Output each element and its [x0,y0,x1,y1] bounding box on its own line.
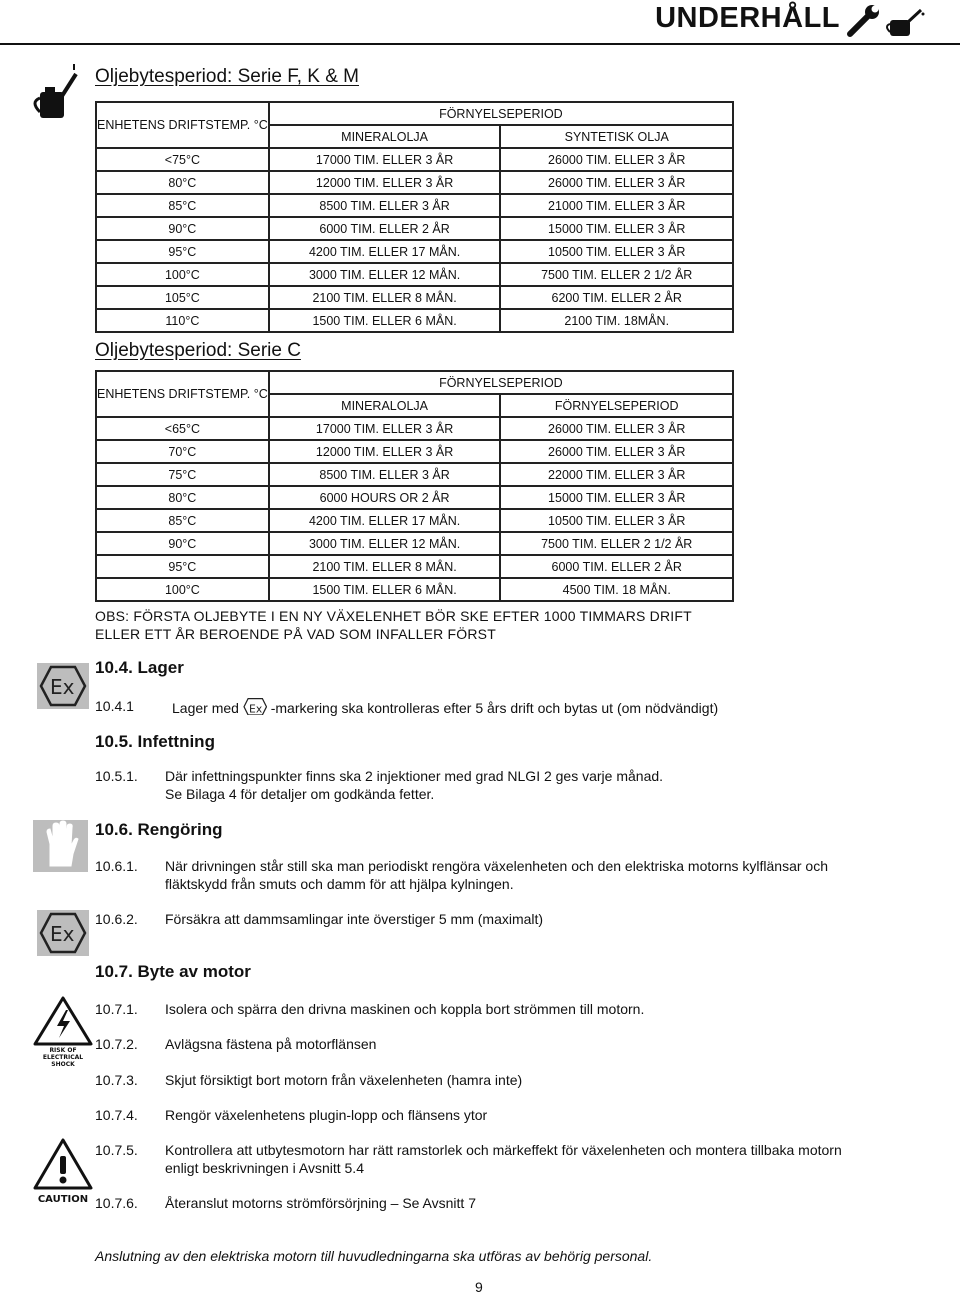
synthetic-cell: 15000 TIM. ELLER 3 ÅR [500,486,733,509]
item-number: 10.7.2. [95,1036,138,1052]
page-header-title: UNDERHÅLL [655,2,840,34]
temp-cell: 85°C [96,509,269,532]
synthetic-cell: 26000 TIM. ELLER 3 ÅR [500,417,733,440]
temp-cell: 105°C [96,286,269,309]
motor-text-5: Kontrollera att utbytesmotorn har rätt ramstorlek och märkeffekt för växelenheten och montera tillbaka motorn enligt beskrivningen i Avsnitt 5.4 [165,1142,842,1176]
caution-warning-icon [33,1134,93,1206]
mineral-cell: 1500 TIM. ELLER 6 MÅN. [269,578,501,601]
synthetic-cell: 15000 TIM. ELLER 3 ÅR [500,217,733,240]
mineral-cell: 2100 TIM. ELLER 8 MÅN. [269,286,501,309]
table-row [96,417,733,440]
temp-cell: 95°C [96,555,269,578]
item-number: 10.6.1. [95,858,138,874]
svg-text:Ex: Ex [248,702,263,715]
heading-byte-av-motor: 10.7. Byte av motor [95,962,251,981]
heading-infettning: 10.5. Infettning [95,732,215,751]
temp-cell: <75°C [96,148,269,171]
synthetic-cell: 6000 TIM. ELLER 2 ÅR [500,555,733,578]
atex-ex-icon [37,910,89,956]
table-row [96,286,733,309]
page-number: 9 [475,1279,483,1295]
infettning-text: Där infettningspunkter finns ska 2 injektioner med grad NLGI 2 ges varje månad. Se Bilaga 4 för detaljer om godkända fetter. [165,768,664,802]
motor-text-4: Rengör växelenhetens plugin-lopp och flänsens ytor [165,1107,488,1123]
table-header-period: FÖRNYELSEPERIOD [269,102,733,125]
mineral-cell: 17000 TIM. ELLER 3 ÅR [269,148,501,171]
temp-cell: 90°C [96,217,269,240]
table-row [96,578,733,601]
table-row [96,486,733,509]
mineral-cell: 6000 TIM. ELLER 2 ÅR [269,217,501,240]
table-row [96,171,733,194]
shock-label-1: RISK OF [49,1047,77,1054]
synthetic-cell: 26000 TIM. ELLER 3 ÅR [500,440,733,463]
synthetic-cell: 7500 TIM. ELLER 2 1/2 ÅR [500,263,733,286]
temp-cell: 95°C [96,240,269,263]
shock-label-3: SHOCK [51,1061,75,1068]
mineral-cell: 4200 TIM. ELLER 17 MÅN. [269,240,501,263]
table-row [96,532,733,555]
wrench-and-oilcan-icon [842,2,926,40]
table-row [96,440,733,463]
table-header-temp: ENHETENS DRIFTSTEMP. °C [96,371,269,417]
table-header-synthetic: SYNTETISK OLJA [500,125,733,148]
oil-change-table-c [95,370,734,602]
mineral-cell: 8500 TIM. ELLER 3 ÅR [269,194,501,217]
obs-line-1: OBS: FÖRSTA OLJEBYTE I EN NY VÄXELENHET BÖR SKE EFTER 1000 TIMMARS DRIFT [95,608,692,624]
mineral-cell: 12000 TIM. ELLER 3 ÅR [269,171,501,194]
synthetic-cell: 26000 TIM. ELLER 3 ÅR [500,171,733,194]
synthetic-cell: 21000 TIM. ELLER 3 ÅR [500,194,733,217]
rengoring-text-2: Försäkra att dammsamlingar inte överstiger 5 mm (maximalt) [165,911,544,927]
oil-change-table-fkm [95,101,734,333]
table-row [96,240,733,263]
synthetic-cell: 10500 TIM. ELLER 3 ÅR [500,509,733,532]
table-row [96,194,733,217]
footer-note: Anslutning av den elektriska motorn till huvudledningarna ska utföras av behörig personal. [95,1248,653,1264]
shock-label-2: ELECTRICAL [42,1054,84,1061]
item-number: 10.4.1 [95,698,134,714]
atex-ex-icon [37,663,89,709]
motor-text-1: Isolera och spärra den drivna maskinen och koppla bort strömmen till motorn. [165,1001,645,1017]
motor-text-6: Återanslut motorns strömförsörjning – Se Avsnitt 7 [165,1195,476,1211]
obs-note [95,607,692,643]
motor-text-3: Skjut försiktigt bort motorn från växelenheten (hamra inte) [165,1072,523,1088]
mineral-cell: 1500 TIM. ELLER 6 MÅN. [269,309,501,332]
svg-text:Ex: Ex [50,922,75,946]
synthetic-cell: 26000 TIM. ELLER 3 ÅR [500,148,733,171]
protective-glove-icon [33,820,88,872]
temp-cell: 110°C [96,309,269,332]
atex-ex-inline-icon [243,697,267,715]
oil-can-icon [30,62,78,122]
temp-cell: 75°C [96,463,269,486]
synthetic-cell: 6200 TIM. ELLER 2 ÅR [500,286,733,309]
lager-text: Lager med Ex -markering ska kontrolleras efter 5 års drift och bytas ut (om nödvändigt) [172,697,718,717]
section-title-serie-c: Oljebytesperiod: Serie C [95,340,301,361]
temp-cell: 85°C [96,194,269,217]
synthetic-cell: 22000 TIM. ELLER 3 ÅR [500,463,733,486]
item-number: 10.5.1. [95,768,138,784]
heading-rengoring: 10.6. Rengöring [95,820,223,839]
temp-cell: <65°C [96,417,269,440]
temp-cell: 100°C [96,263,269,286]
table-header-period-2: FÖRNYELSEPERIOD [500,394,733,417]
table-row [96,263,733,286]
mineral-cell: 2100 TIM. ELLER 8 MÅN. [269,555,501,578]
table-row [96,217,733,240]
mineral-cell: 4200 TIM. ELLER 17 MÅN. [269,509,501,532]
table-row [96,555,733,578]
mineral-cell: 6000 HOURS OR 2 ÅR [269,486,501,509]
section-title-serie-fkm: Oljebytesperiod: Serie F, K & M [95,66,359,87]
synthetic-cell: 2100 TIM. 18MÅN. [500,309,733,332]
mineral-cell: 3000 TIM. ELLER 12 MÅN. [269,532,501,555]
motor-text-2: Avlägsna fästena på motorflänsen [165,1036,377,1052]
temp-cell: 80°C [96,171,269,194]
table-row [96,309,733,332]
temp-cell: 90°C [96,532,269,555]
table-header-mineral: MINERALOLJA [269,394,501,417]
obs-line-2: ELLER ETT ÅR BEROENDE PÅ VAD SOM INFALLER FÖRST [95,626,496,642]
header-rule [0,43,960,45]
temp-cell: 70°C [96,440,269,463]
temp-cell: 80°C [96,486,269,509]
synthetic-cell: 10500 TIM. ELLER 3 ÅR [500,240,733,263]
mineral-cell: 8500 TIM. ELLER 3 ÅR [269,463,501,486]
table-header-temp: ENHETENS DRIFTSTEMP. °C [96,102,269,148]
electrical-shock-warning-icon [33,996,93,1068]
item-number: 10.6.2. [95,911,138,927]
synthetic-cell: 7500 TIM. ELLER 2 1/2 ÅR [500,532,733,555]
temp-cell: 100°C [96,578,269,601]
item-number: 10.7.6. [95,1195,138,1211]
svg-text:Ex: Ex [50,675,75,699]
item-number: 10.7.5. [95,1142,138,1158]
item-number: 10.7.1. [95,1001,138,1017]
table-row [96,148,733,171]
caution-label: CAUTION [37,1194,89,1205]
mineral-cell: 3000 TIM. ELLER 12 MÅN. [269,263,501,286]
table-row [96,463,733,486]
table-header-period: FÖRNYELSEPERIOD [269,371,733,394]
mineral-cell: 12000 TIM. ELLER 3 ÅR [269,440,501,463]
heading-lager: 10.4. Lager [95,658,184,677]
mineral-cell: 17000 TIM. ELLER 3 ÅR [269,417,501,440]
table-header-mineral: MINERALOLJA [269,125,501,148]
synthetic-cell: 4500 TIM. 18 MÅN. [500,578,733,601]
rengoring-text-1: När drivningen står still ska man periodiskt rengöra växelenheten och den elektriska motorns kylflänsar och fläktskydd från smuts och damm för att hjälpa kylningen. [165,858,828,892]
item-number: 10.7.4. [95,1107,138,1123]
table-row [96,509,733,532]
item-number: 10.7.3. [95,1072,138,1088]
